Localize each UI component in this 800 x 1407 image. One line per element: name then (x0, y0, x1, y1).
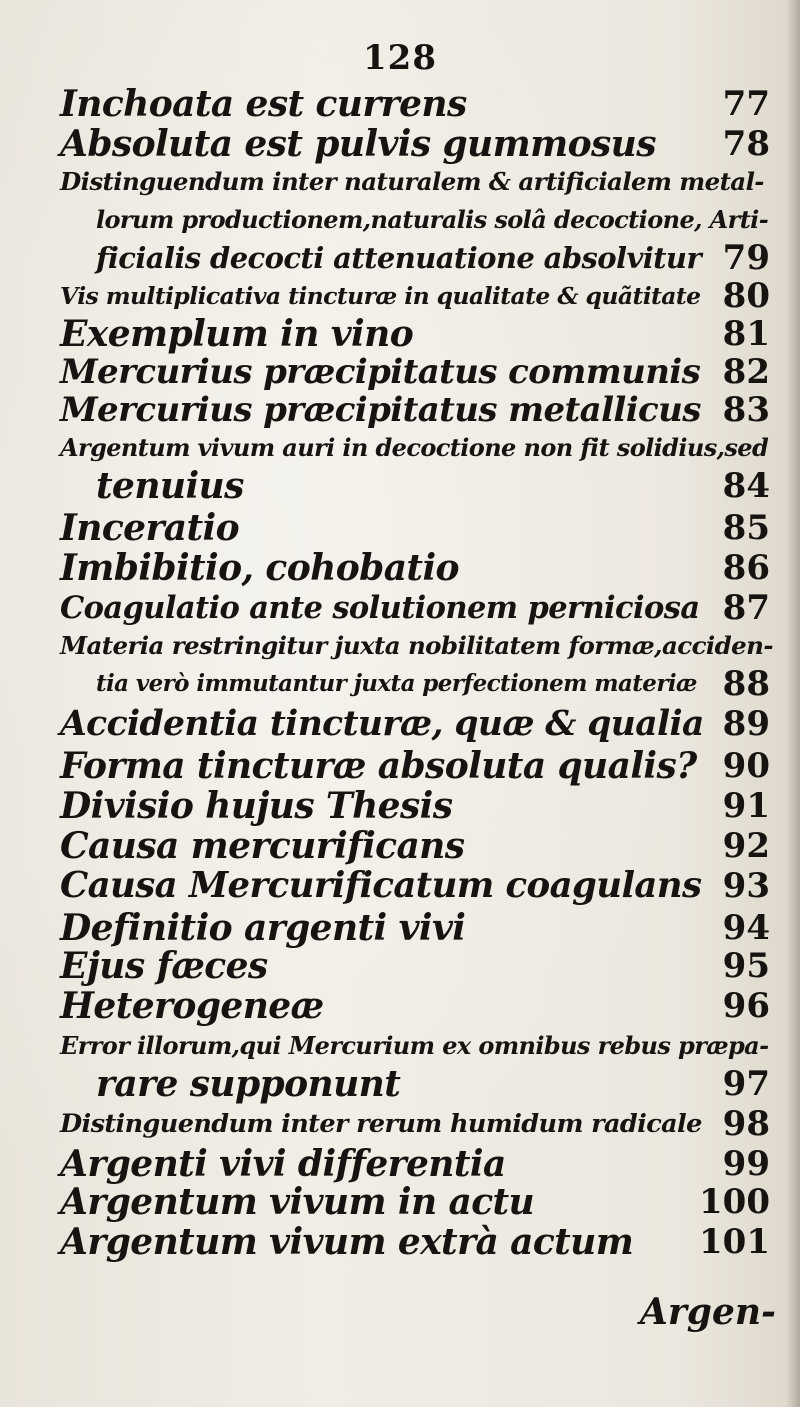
entry-number: 95 (722, 946, 770, 986)
entry-number: 92 (722, 826, 770, 866)
entry-text: lorum productionem,naturalis solâ decoctione, Arti- (96, 205, 769, 234)
entry-number: 78 (722, 124, 770, 164)
index-entry (0, 1218, 800, 1268)
entry-text: Argentum vivum extrà actum (60, 1221, 634, 1263)
entry-text: Mercurius præcipitatus metallicus (60, 390, 701, 430)
entry-text: Argentum vivum in actu (60, 1181, 535, 1223)
entry-number: 101 (699, 1222, 770, 1262)
entry-text: Absoluta est pulvis gummosus (60, 123, 656, 165)
entry-text: Ejus fæces (60, 945, 268, 987)
entry-text: Accidentia tincturæ, quæ & qualia (60, 704, 704, 744)
entry-text: Distinguendum inter naturalem & artificialem metal- (60, 167, 764, 196)
entry-number: 88 (722, 664, 770, 704)
entry-number: 85 (722, 508, 770, 548)
entry-number: 91 (722, 786, 770, 826)
entry-text: Inceratio (60, 507, 240, 549)
entry-text: Divisio hujus Thesis (60, 785, 453, 827)
entry-text: Causa Mercurificatum coagulans (60, 865, 702, 906)
entry-text: Vis multiplicativa tincturæ in qualitate & quãtitate (60, 282, 701, 310)
entry-number: 97 (722, 1064, 770, 1104)
entry-number: 82 (722, 352, 770, 392)
entry-text: Imbibitio, cohobatio (60, 547, 459, 589)
entry-number: 83 (722, 390, 770, 430)
entry-number: 96 (722, 986, 770, 1026)
entry-number: 86 (722, 548, 770, 588)
entry-text: Argentum vivum auri in decoctione non fit solidius,sed (60, 433, 769, 462)
entry-number: 90 (722, 746, 770, 786)
entry-text: ficialis decocti attenuatione absolvitur (96, 241, 702, 275)
entry-number: 84 (722, 466, 770, 506)
entry-number: 93 (722, 866, 770, 906)
entry-number: 79 (722, 238, 770, 278)
entry-text: Heterogeneæ (60, 985, 324, 1027)
entry-number: 81 (722, 314, 770, 354)
entry-text: tenuius (96, 465, 244, 507)
entry-text: Error illorum,qui Mercurium ex omnibus rebus præpa- (60, 1031, 769, 1060)
entry-text: rare supponunt (96, 1063, 401, 1105)
entry-text: Definitio argenti vivi (60, 907, 466, 949)
entry-text: Coagulatio ante solutionem perniciosa (60, 590, 700, 626)
entry-text: Exemplum in vino (60, 313, 414, 355)
entry-number: 87 (722, 588, 770, 628)
entry-number: 98 (722, 1104, 770, 1144)
entry-number: 89 (722, 704, 770, 744)
entry-text: Inchoata est currens (60, 83, 467, 125)
entry-text: Materia restringitur juxta nobilitatem formæ,acciden- (60, 631, 773, 660)
entry-text: Mercurius præcipitatus communis (60, 352, 701, 392)
entry-text: Argenti vivi differentia (60, 1143, 506, 1185)
entry-number: 99 (722, 1144, 770, 1184)
entry-number: 77 (722, 84, 770, 124)
entry-text: Forma tincturæ absoluta qualis? (60, 745, 697, 787)
entry-text: Distinguendum inter rerum humidum radicale (60, 1109, 702, 1139)
entry-text: tia verò immutantur juxta perfectionem materiæ (96, 670, 697, 697)
entry-number: 94 (722, 908, 770, 948)
entry-number: 100 (699, 1182, 770, 1222)
entry-text: Causa mercurificans (60, 825, 465, 867)
catchword: Argen- (639, 1291, 776, 1333)
entry-number: 80 (722, 276, 770, 316)
page-number: 128 (363, 38, 437, 78)
